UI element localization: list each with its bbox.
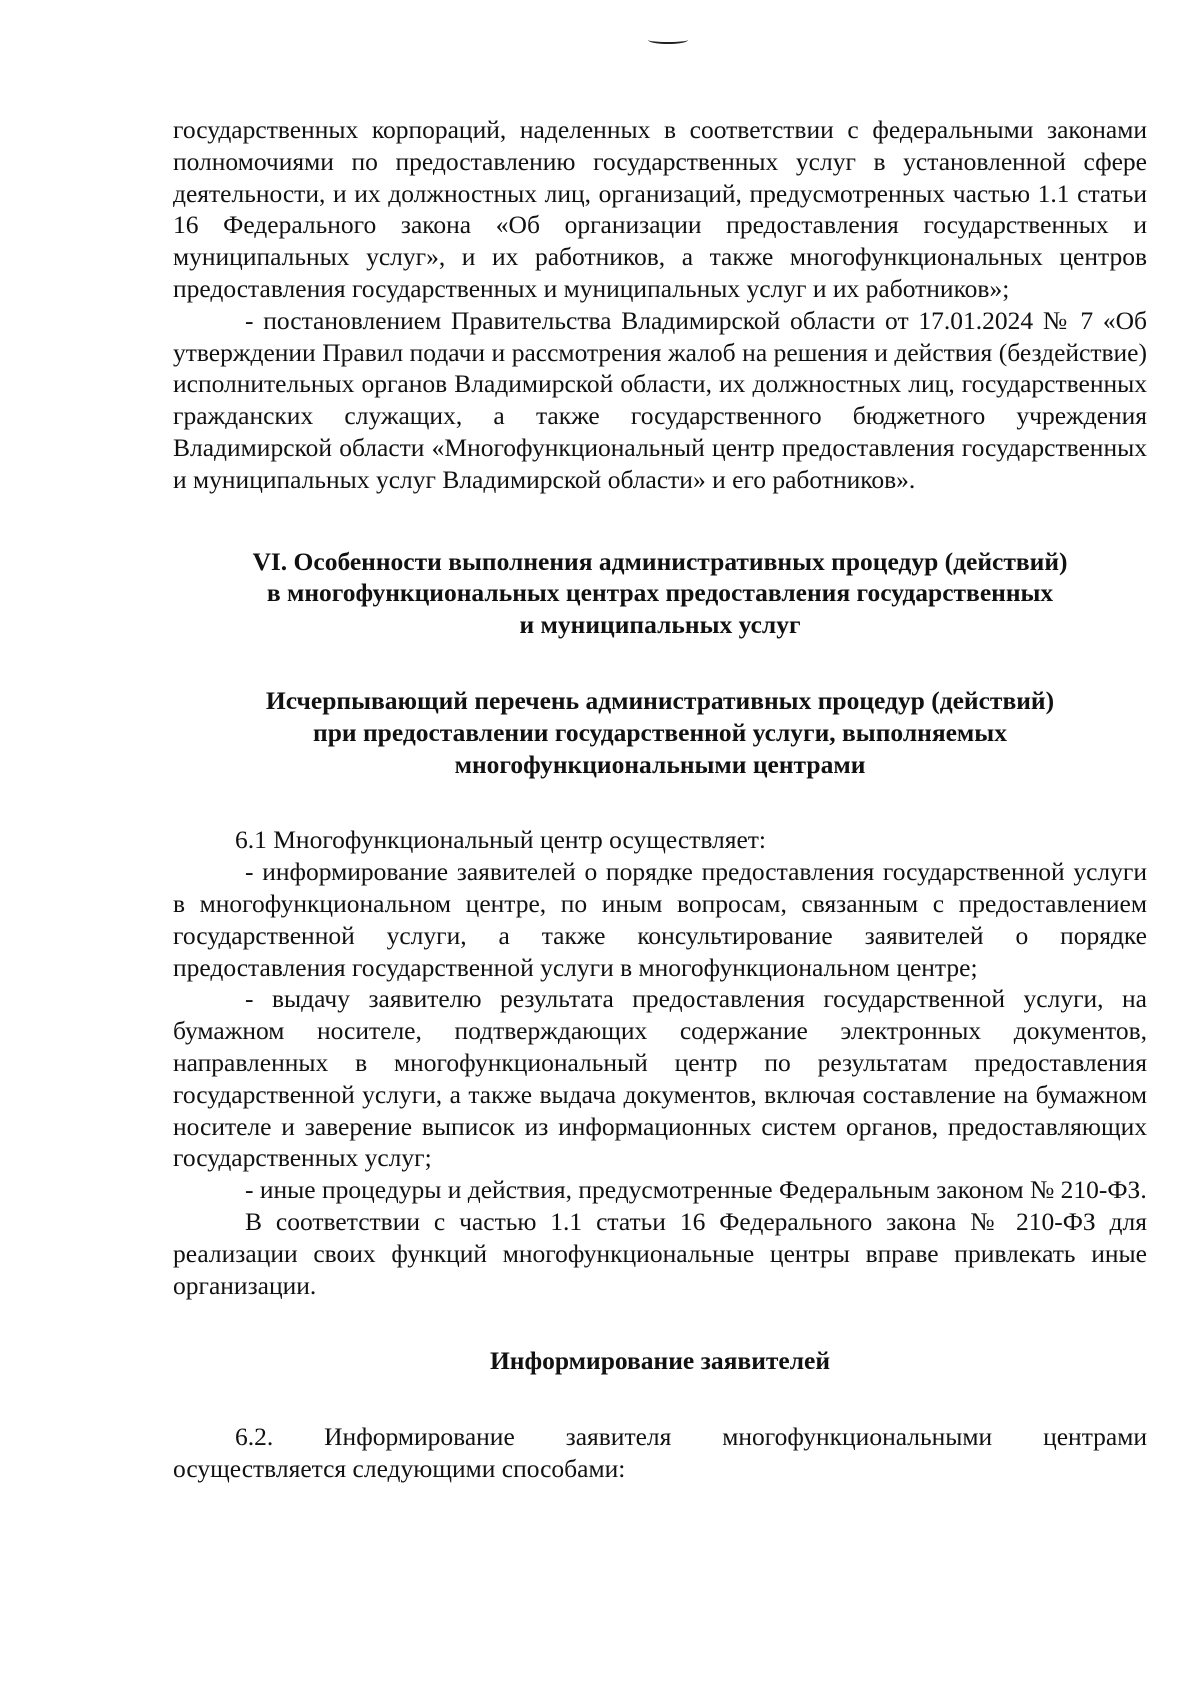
section-heading-line: в многофункциональных центрах предоставления государственных [266, 578, 1054, 608]
bullet-informing: - информирование заявителей о порядке предоставления государственной услуги в многофункциональном центре, по иным вопросам, связанным с предоставлением государственной услуги, а также консультирование заявителей о порядке предоставления государственной услуги в многофункциональном центре; [173, 857, 1147, 982]
subheading [173, 685, 1147, 780]
intro-paragraph: государственных корпораций, наделенных в соответствии с федеральными законами полномочиями по предоставлению государственных услуг в установленной сфере деятельности, и их должностных лиц, организаций, предусмотренных частью 1.1 статьи 16 Федерального закона «Об организации предоставления государственных и муниципальных услуг», и их работников, а также многофункциональных центров предоставления государственных и муниципальных услуг и их работников»; [173, 115, 1147, 303]
section-heading [173, 546, 1147, 641]
section-heading-line: и муниципальных услуг [519, 610, 801, 640]
subheading-line: Исчерпывающий перечень административных процедур (действий) [265, 685, 1055, 715]
paragraph-other-organizations: В соответствии с частью 1.1 статьи 16 Федерального закона № 210-ФЗ для реализации своих функций многофункциональные центры вправе привлекать иные организации. [173, 1206, 1147, 1300]
item-6-2: 6.2. Информирование заявителя многофункциональными центрами осуществляется следующими способами: [173, 1422, 1147, 1483]
item-6-1: 6.1 Многофункциональный центр осуществляет: [235, 825, 767, 855]
section-heading-line: VI. Особенности выполнения административных процедур (действий) [252, 546, 1068, 576]
decree-paragraph: - постановлением Правительства Владимирской области от 17.01.2024 № 7 «Об утверждении Правил подачи и рассмотрения жалоб на решения и действия (бездействие) исполнительных органов Владимирской области, их должностных лиц, государственных гражданских служащих, а также государственного бюджетного учреждения Владимирской области «Многофункциональный центр предоставления государственных и муниципальных услуг Владимирской области» и его работников». [173, 305, 1147, 494]
document-body [173, 114, 1147, 1485]
bullet-other-procedures: - иные процедуры и действия, предусмотренные Федеральным законом № 210-ФЗ. [245, 1175, 1147, 1205]
bullet-issuance: - выдачу заявителю результата предоставления государственной услуги, на бумажном носителе, подтверждающих содержание электронных документов, направленных в многофункциональный центр по результатам предоставления государственной услуги, а также выдача документов, включая составление на бумажном носителе и заверение выписок из информационных систем органов, предоставляющих государственных услуг; [173, 984, 1147, 1173]
subheading-line: многофункциональными центрами [454, 749, 866, 779]
subheading-line: при предоставлении государственной услуги, выполняемых [313, 717, 1007, 747]
page-top-mark [648, 36, 688, 44]
heading-informing-applicants: Информирование заявителей [489, 1346, 831, 1376]
